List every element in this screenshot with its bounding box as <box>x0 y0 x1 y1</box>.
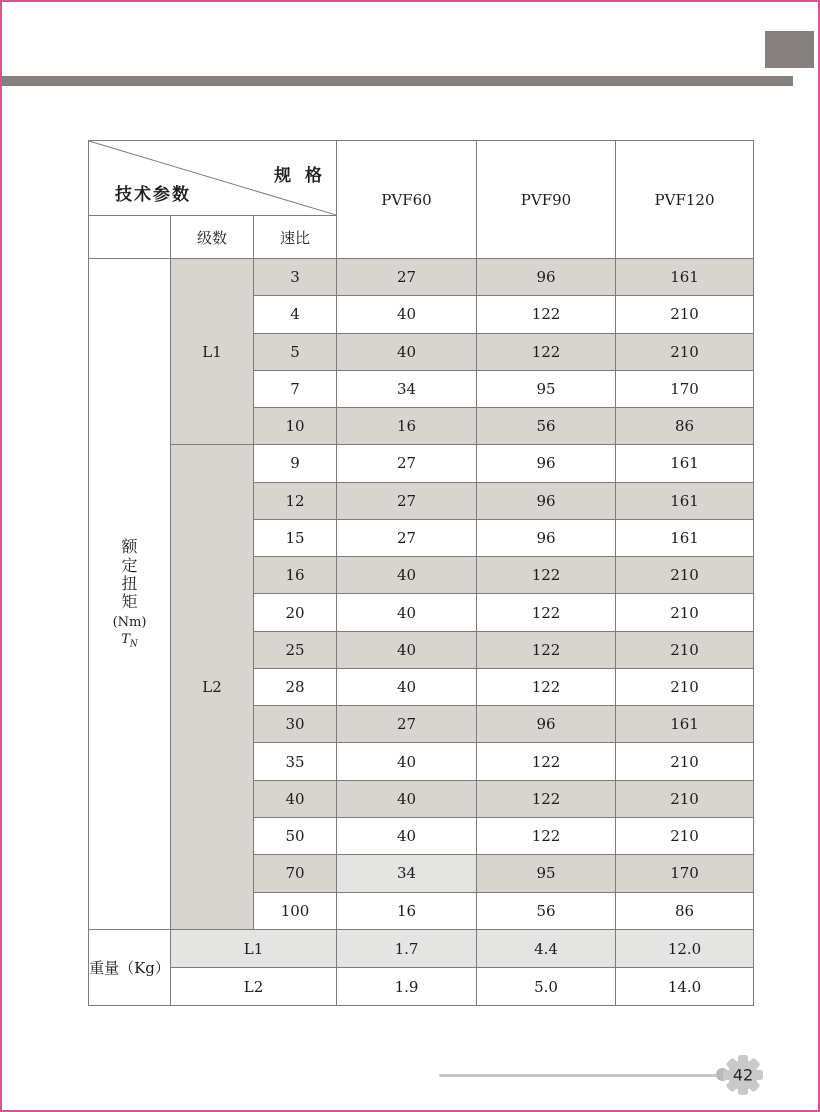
ratio-cell: 28 <box>254 668 337 705</box>
table-row <box>89 259 754 296</box>
spec-corner-label: 规 格 <box>274 166 327 186</box>
value-cell: 27 <box>337 259 477 296</box>
value-cell: 161 <box>616 482 754 519</box>
value-cell: 95 <box>477 370 616 407</box>
footer-rule <box>439 1074 725 1077</box>
value-cell: 161 <box>616 259 754 296</box>
value-cell: 170 <box>616 855 754 892</box>
value-cell: 40 <box>337 594 477 631</box>
value-cell: 210 <box>616 333 754 370</box>
value-cell: 96 <box>477 259 616 296</box>
value-cell: 96 <box>477 706 616 743</box>
torque-symbol-sub: N <box>129 639 138 650</box>
value-cell: 210 <box>616 594 754 631</box>
table-row <box>89 445 754 482</box>
value-cell: 210 <box>616 743 754 780</box>
ratio-cell: 15 <box>254 519 337 556</box>
weight-value-cell: 1.9 <box>337 968 477 1006</box>
ratio-cell: 20 <box>254 594 337 631</box>
torque-label-char: 定 <box>121 555 138 575</box>
value-cell: 122 <box>477 333 616 370</box>
value-cell: 16 <box>337 892 477 929</box>
diagonal-header-cell <box>89 141 337 216</box>
weight-value-cell: 12.0 <box>616 930 754 968</box>
value-cell: 122 <box>477 668 616 705</box>
value-cell: 122 <box>477 296 616 333</box>
value-cell: 86 <box>616 408 754 445</box>
stage-group-cell: L2 <box>171 445 254 930</box>
ratio-cell: 4 <box>254 296 337 333</box>
weight-value-cell: 4.4 <box>477 930 616 968</box>
col-header-pvf90: PVF90 <box>477 141 616 259</box>
value-cell: 122 <box>477 557 616 594</box>
value-cell: 210 <box>616 631 754 668</box>
value-cell: 40 <box>337 557 477 594</box>
value-cell: 34 <box>337 855 477 892</box>
spec-table <box>88 140 754 1006</box>
value-cell: 27 <box>337 706 477 743</box>
torque-label-char: 额 <box>121 537 138 557</box>
value-cell: 27 <box>337 445 477 482</box>
page-number: 42 <box>732 1065 754 1085</box>
ratio-cell: 25 <box>254 631 337 668</box>
value-cell: 96 <box>477 519 616 556</box>
ratio-cell: 5 <box>254 333 337 370</box>
ratio-cell: 100 <box>254 892 337 929</box>
ratio-cell: 30 <box>254 706 337 743</box>
torque-symbol <box>121 633 138 650</box>
ratio-cell: 50 <box>254 817 337 854</box>
value-cell: 56 <box>477 408 616 445</box>
tech-params-corner-label: 技术参数 <box>115 185 191 205</box>
value-cell: 210 <box>616 296 754 333</box>
weight-stage-cell: L2 <box>171 968 337 1006</box>
ratio-cell: 10 <box>254 408 337 445</box>
ratio-cell: 35 <box>254 743 337 780</box>
torque-label-cell <box>89 259 171 930</box>
col-header-pvf60: PVF60 <box>337 141 477 259</box>
weight-value-cell: 1.7 <box>337 930 477 968</box>
stage-column-header: 级数 <box>171 216 254 259</box>
ratio-cell: 70 <box>254 855 337 892</box>
torque-label <box>89 538 170 649</box>
corner-accent-square <box>765 31 814 68</box>
value-cell: 161 <box>616 519 754 556</box>
value-cell: 86 <box>616 892 754 929</box>
value-cell: 122 <box>477 594 616 631</box>
stage-group-cell: L1 <box>171 259 254 445</box>
value-cell: 40 <box>337 631 477 668</box>
value-cell: 122 <box>477 780 616 817</box>
value-cell: 40 <box>337 333 477 370</box>
value-cell: 34 <box>337 370 477 407</box>
value-cell: 40 <box>337 780 477 817</box>
weight-row <box>89 968 754 1006</box>
ratio-cell: 16 <box>254 557 337 594</box>
page-gear-icon <box>722 1054 764 1096</box>
value-cell: 96 <box>477 445 616 482</box>
value-cell: 161 <box>616 706 754 743</box>
ratio-column-header: 速比 <box>254 216 337 259</box>
value-cell: 210 <box>616 780 754 817</box>
weight-value-cell: 14.0 <box>616 968 754 1006</box>
value-cell: 122 <box>477 817 616 854</box>
weight-stage-cell: L1 <box>171 930 337 968</box>
ratio-cell: 40 <box>254 780 337 817</box>
ratio-cell: 3 <box>254 259 337 296</box>
value-cell: 122 <box>477 743 616 780</box>
value-cell: 56 <box>477 892 616 929</box>
ratio-cell: 9 <box>254 445 337 482</box>
torque-unit: (Nm) <box>112 614 147 630</box>
header-empty-cell <box>89 216 171 259</box>
value-cell: 210 <box>616 817 754 854</box>
ratio-cell: 7 <box>254 370 337 407</box>
value-cell: 40 <box>337 296 477 333</box>
torque-symbol-letter: T <box>121 631 130 647</box>
value-cell: 40 <box>337 668 477 705</box>
value-cell: 210 <box>616 668 754 705</box>
value-cell: 170 <box>616 370 754 407</box>
col-header-pvf120: PVF120 <box>616 141 754 259</box>
weight-label-cell: 重量（Kg） <box>89 930 171 1006</box>
value-cell: 210 <box>616 557 754 594</box>
torque-label-char: 矩 <box>121 592 138 612</box>
top-accent-bar <box>2 76 793 86</box>
value-cell: 122 <box>477 631 616 668</box>
value-cell: 40 <box>337 817 477 854</box>
value-cell: 16 <box>337 408 477 445</box>
header-row-1 <box>89 141 754 216</box>
ratio-cell: 12 <box>254 482 337 519</box>
value-cell: 95 <box>477 855 616 892</box>
weight-value-cell: 5.0 <box>477 968 616 1006</box>
torque-body <box>89 259 754 1006</box>
value-cell: 27 <box>337 519 477 556</box>
torque-label-char: 扭 <box>121 574 138 594</box>
weight-row <box>89 930 754 968</box>
value-cell: 27 <box>337 482 477 519</box>
value-cell: 96 <box>477 482 616 519</box>
value-cell: 40 <box>337 743 477 780</box>
value-cell: 161 <box>616 445 754 482</box>
